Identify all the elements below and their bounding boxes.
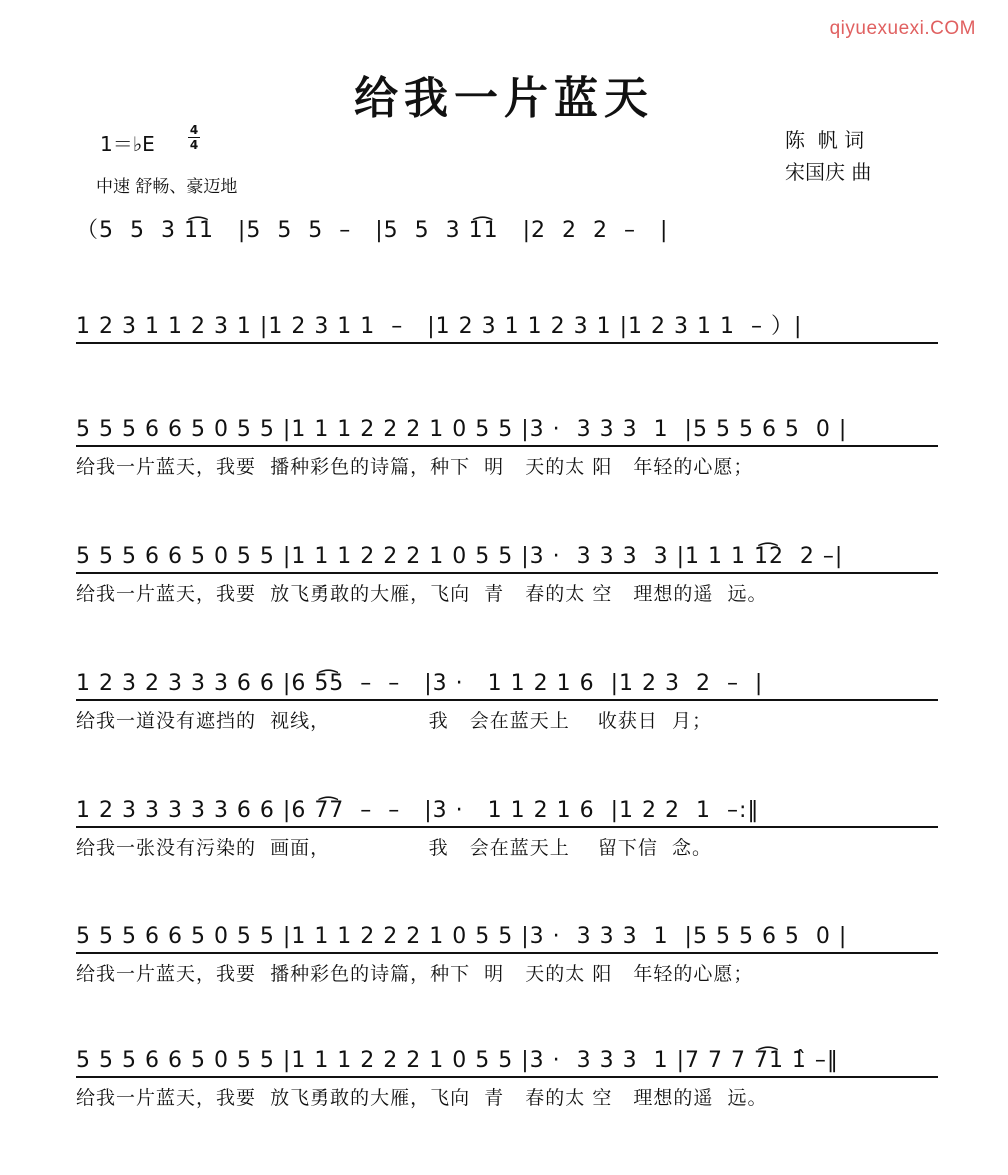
notes-line: 1 2 3 2 3 3 3 6 6 |6 5͡5 – – |3 · 1 1 2 1 6 |1 2 3 2 – | [76, 671, 764, 696]
lyrics-line: 给我一片蓝天，我要 放飞勇敢的大雁，飞向 青 春的太 空 理想的遥 远。 [76, 1087, 768, 1109]
beam-line [76, 699, 938, 703]
credits [785, 124, 871, 188]
song-title: 给我一片蓝天 [354, 73, 654, 124]
watermark: qiyuexuexi.COM [829, 18, 976, 39]
lyrics-line: 给我一片蓝天，我要 放飞勇敢的大雁，飞向 青 春的太 空 理想的遥 远。 [76, 583, 768, 605]
beam-line [76, 1076, 938, 1080]
notes-line: 5 5 5 6 6 5 0 5 5 |1 1 1 2 2 2 1 0 5 5 |3 · 3 3 3 1 |5 5 5 6 5 0 | [76, 417, 848, 442]
beam-line [76, 952, 938, 956]
notes-line: 5 5 5 6 6 5 0 5 5 |1 1 1 2 2 2 1 0 5 5 |3 · 3 3 3 1 |7 7 7 7͡1 1̂ –‖ [76, 1048, 839, 1073]
lyricist: 陈 帆 词 [785, 128, 865, 152]
beam-line [76, 445, 938, 449]
lyrics-line: 给我一片蓝天，我要 播种彩色的诗篇，种下 明 天的太 阳 年轻的心愿； [76, 456, 754, 478]
composer: 宋国庆 曲 [785, 160, 872, 184]
beam-line [76, 572, 938, 576]
key-signature: 1＝♭E [100, 132, 155, 156]
notes-line: 5 5 5 6 6 5 0 5 5 |1 1 1 2 2 2 1 0 5 5 |3 · 3 3 3 3 |1 1 1 1͡2 2 –| [76, 544, 844, 569]
time-signature-bottom: 4 [189, 138, 199, 152]
time-signature [188, 124, 200, 151]
beam-line [76, 826, 938, 830]
notes-line: 5 5 5 6 6 5 0 5 5 |1 1 1 2 2 2 1 0 5 5 |3 · 3 3 3 1 |5 5 5 6 5 0 | [76, 924, 848, 949]
notes-line: （5 5 3 1͡1 |5 5 5 – |5 5 3 1͡1 |2 2 2 – | [76, 218, 669, 243]
notes-line: 1 2 3 3 3 3 3 6 6 |6 7͡7 – – |3 · 1 1 2 1 6 |1 2 2 1 –:‖ [76, 798, 760, 823]
notes-line: 1 2 3 1 1 2 3 1 |1 2 3 1 1 – |1 2 3 1 1 2 3 1 |1 2 3 1 1 – ）| [76, 314, 803, 339]
lyrics-line: 给我一片蓝天，我要 播种彩色的诗篇，种下 明 天的太 阳 年轻的心愿； [76, 963, 754, 985]
tempo-marking: 中速 舒畅、豪迈地 [96, 177, 238, 197]
beam-line [76, 342, 938, 346]
lyrics-line: 给我一道没有遮挡的 视线， 我 会在蓝天上 收获日 月； [76, 710, 712, 732]
time-signature-top: 4 [189, 123, 199, 137]
lyrics-line: 给我一张没有污染的 画面， 我 会在蓝天上 留下信 念。 [76, 837, 712, 859]
